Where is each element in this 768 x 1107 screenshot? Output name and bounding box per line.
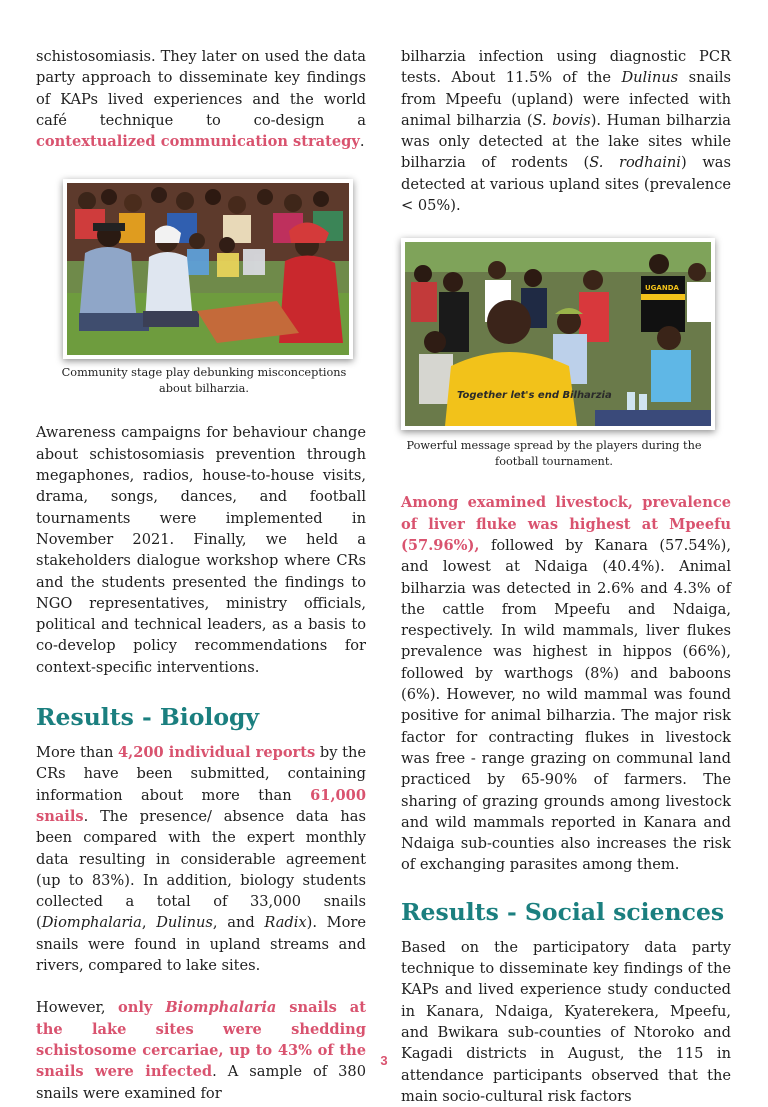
social-sciences-paragraph: Based on the participatory data party technique to disseminate key findings of the KAPs and lived experience study conducted in Kanara, Ndaiga, Kyaterekera, Mpeefu, and Bwikara sub-counties of Ntoroko and Kagadi districts in August, the 115 in attendance participants observed that the main socio-cultural risk factors [401,938,731,1105]
biology-paragraph-2: However, only Biomphalaria snails at the lake sites were shedding schistosome cercariae, up to 43% of the snails were infected. A sample of 380 snails were examined for [36,999,367,1102]
snails-count-highlight: 61,000 snails [36,786,366,825]
figure-stage-play [63,179,353,359]
page-number: 3 [380,1053,388,1068]
figure-stage-play-caption: Community stage play debunking misconceptions about bilharzia. [61,366,347,395]
livestock-highlight: Among examined livestock, prevalence of liver fluke was highest at Mpeefu (57.96%), [401,494,731,554]
figure-football-tournament [401,238,715,430]
results-social-sciences-heading: Results - Social sciences [401,897,725,926]
biology-paragraph-1: More than 4,200 individual reports by the CRs have been submitted, containing information about more than 61,000 snails. The presence/ absence data has been compared with the expert monthly data resulting in considerable agreement (up to 83%). In addition, biology students collected a total of 33,000 snails (Diomphalaria, Dulinus, and Radix). More snails were found in upland streams and rivers, compared to lake sites. [36,744,366,975]
figure-football-caption: Powerful message spread by the players during the football tournament. [406,439,702,468]
pcr-continuation-paragraph: bilharzia infection using diagnostic PCR tests. About 11.5% of the Dulinus snails from Mpeefu (upland) were infected with animal bilharzia (S. bovis). Human bilharzia was only detected at the lake sites while bilharzia of rodents (S. rodhaini) was detected at various upland sites (prevalence < 05%). [401,48,732,215]
intro-highlight: contextualized communication strategy [36,133,360,151]
cercariae-highlight: only Biomphalaria snails at the lake sites were shedding schistosome cercariae, up to 43% of the snails were infected [36,999,366,1081]
stage-play-photo [67,183,349,355]
jersey-text: UGANDA [645,284,679,293]
results-biology-heading: Results - Biology [36,703,260,732]
right-column [401,46,731,1107]
football-tournament-photo [405,242,711,426]
awareness-paragraph: Awareness campaigns for behaviour change about schistosomiasis prevention through megaphones, radios, house-to-house visits, drama, songs, dances, and football tournaments were implemented in November 2021. Finally, we held a stakeholders dialogue workshop where CRs and the students presented the findings to NGO representatives, ministry officials, political and technical leaders, as a basis to co-develop policy recommendations for context-specific interventions. [36,424,366,676]
reports-count-highlight: 4,200 individual reports [118,744,316,762]
shirt-slogan-text: Together let's end Bilharzia [457,390,612,402]
left-column [36,46,366,1104]
intro-paragraph: schistosomiasis. They later on used the data party approach to disseminate key findings of KAPs lived experiences and the world café technique to co-design a contextualized communication strategy. [36,48,366,151]
livestock-paragraph: Among examined livestock, prevalence of liver fluke was highest at Mpeefu (57.96%), followed by Kanara (57.54%), and lowest at Ndaiga (40.4%). Animal bilharzia was detected in 2.6% and 4.3% of the cattle from Mpeefu and Ndaiga, respectively. In wild mammals, liver flukes prevalence was highest in hippos (66%), followed by warthogs (8%) and baboons (6%). However, no wild mammal was found positive for animal bilharzia. The major risk factor for contracting flukes in livestock was free - range grazing on communal land practiced by 65-90% of farmers. The sharing of grazing grounds among livestock and wild mammals reported in Kanara and Ndaiga sub-counties also increases the risk of exchanging parasites among them. [401,494,731,874]
